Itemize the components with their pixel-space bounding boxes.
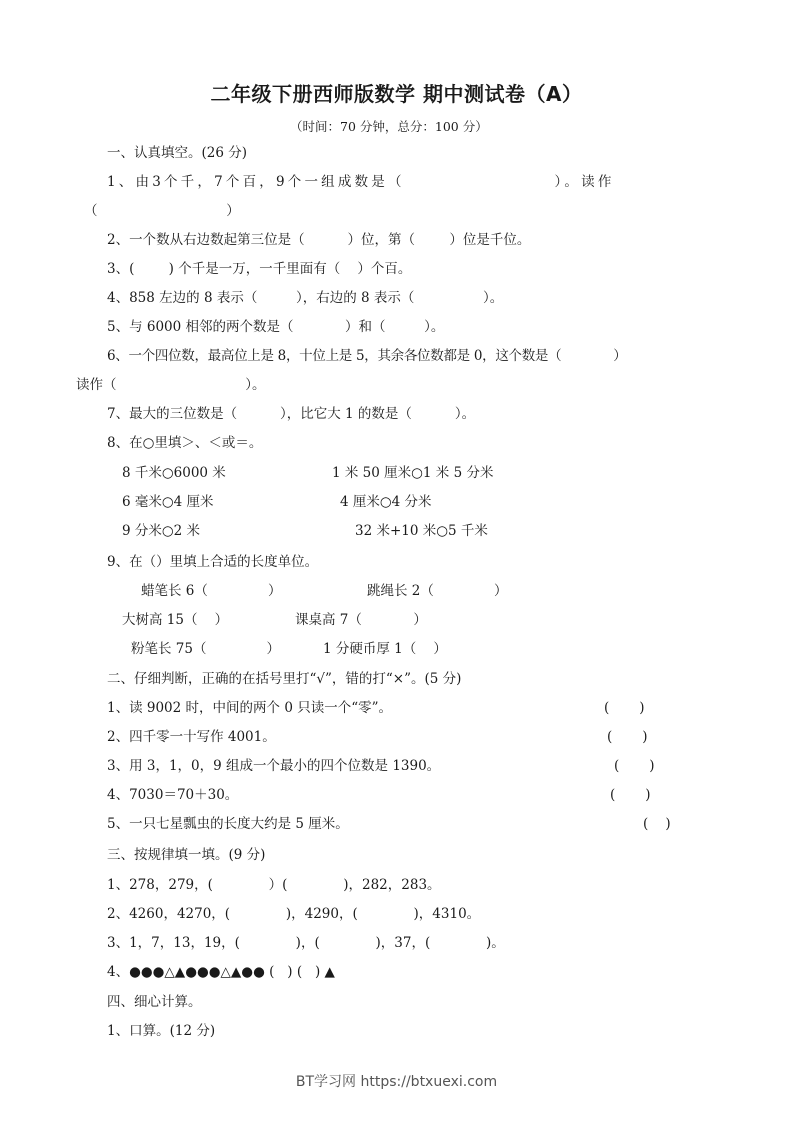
page-subtitle: （时间：70 分钟，总分：100 分）: [290, 119, 488, 134]
question-6-line-2: 读作（ ）。: [76, 377, 266, 393]
section-4-heading: 四、细心计算。: [107, 994, 202, 1010]
watermark-footer: BT学习网 https://btxuexi.com: [295, 1074, 498, 1090]
judge-item-text: 1、读 9002 时，中间的两个 0 只读一个“零”。: [107, 700, 393, 716]
section-3-heading: 三、按规律填一填。(9 分): [107, 847, 266, 863]
question-9-heading: 9、在（）里填上合适的长度单位。: [107, 554, 319, 570]
question-8-heading: 8、在○里填＞、＜或＝。: [107, 435, 263, 451]
compare-item: 1 米 50 厘米○1 米 5 分米: [332, 465, 494, 481]
question-4: 4、858 左边的 8 表示（ ），右边的 8 表示（ ）。: [107, 290, 504, 306]
section-2-heading: 二、仔细判断，正确的在括号里打“√”，错的打“×”。(5 分): [107, 671, 462, 687]
question-2: 2、一个数从右边数起第三位是（ ）位，第（ ）位是千位。: [107, 232, 531, 248]
question-5: 5、与 6000 相邻的两个数是（ ）和（ ）。: [107, 319, 445, 335]
section-1-heading: 一、认真填空。(26 分): [107, 145, 248, 161]
judge-item-text: 2、四千零一十写作 4001。: [107, 729, 276, 745]
judge-item-text: 5、一只七星瓢虫的长度大约是 5 厘米。: [107, 816, 349, 832]
question-1-line-1: 1、由3个千，7个百，9个一组成数是（ ）。读作: [107, 174, 615, 190]
question-3: 3、( ) 个千是一万，一千里面有（ ）个百。: [107, 261, 412, 277]
judge-item-bracket: ( ): [643, 816, 671, 832]
unit-item: 课桌高 7（ ）: [295, 612, 427, 628]
unit-item: 大树高 15（ ）: [122, 612, 229, 628]
judge-item-text: 3、用 3，1，0，9 组成一个最小的四个位数是 1390。: [107, 758, 441, 774]
page-title: 二年级下册西师版数学 期中测试卷（A）: [210, 82, 583, 106]
question-7: 7、最大的三位数是（ ），比它大 1 的数是（ ）。: [107, 406, 476, 422]
pattern-item: 1、278，279，( ）( )，282，283。: [107, 877, 441, 893]
pattern-item: 4、●●●△▲●●●△▲●● ( ) ( ) ▲: [107, 964, 335, 980]
compare-item: 8 千米○6000 米: [122, 465, 226, 481]
unit-item: 跳绳长 2（ ）: [367, 583, 508, 599]
judge-item-bracket: ( ): [607, 729, 648, 745]
compare-item: 6 毫米○4 厘米: [122, 494, 214, 510]
unit-item: 粉笔长 75（ ）: [131, 641, 281, 657]
judge-item-text: 4、7030＝70＋30。: [107, 787, 239, 803]
unit-item: 1 分硬币厚 1（ ）: [323, 641, 447, 657]
compare-item: 9 分米○2 米: [122, 523, 201, 539]
judge-item-bracket: ( ): [604, 700, 645, 716]
compare-item: 4 厘米○4 分米: [340, 494, 432, 510]
compare-item: 32 米+10 米○5 千米: [355, 523, 488, 539]
judge-item-bracket: ( ): [610, 787, 651, 803]
pattern-item: 2、4260，4270，( )，4290，( )，4310。: [107, 906, 481, 922]
judge-item-bracket: ( ): [614, 758, 655, 774]
pattern-item: 3、1，7，13，19，( )，( )，37，( )。: [107, 935, 505, 951]
section-4-sub-1: 1、口算。(12 分): [107, 1023, 216, 1039]
question-1-line-2: （ ）: [84, 203, 240, 219]
unit-item: 蜡笔长 6（ ）: [141, 583, 282, 599]
question-6-line-1: 6、一个四位数，最高位上是 8，十位上是 5，其余各位数都是 0，这个数是（ ）: [107, 348, 627, 364]
